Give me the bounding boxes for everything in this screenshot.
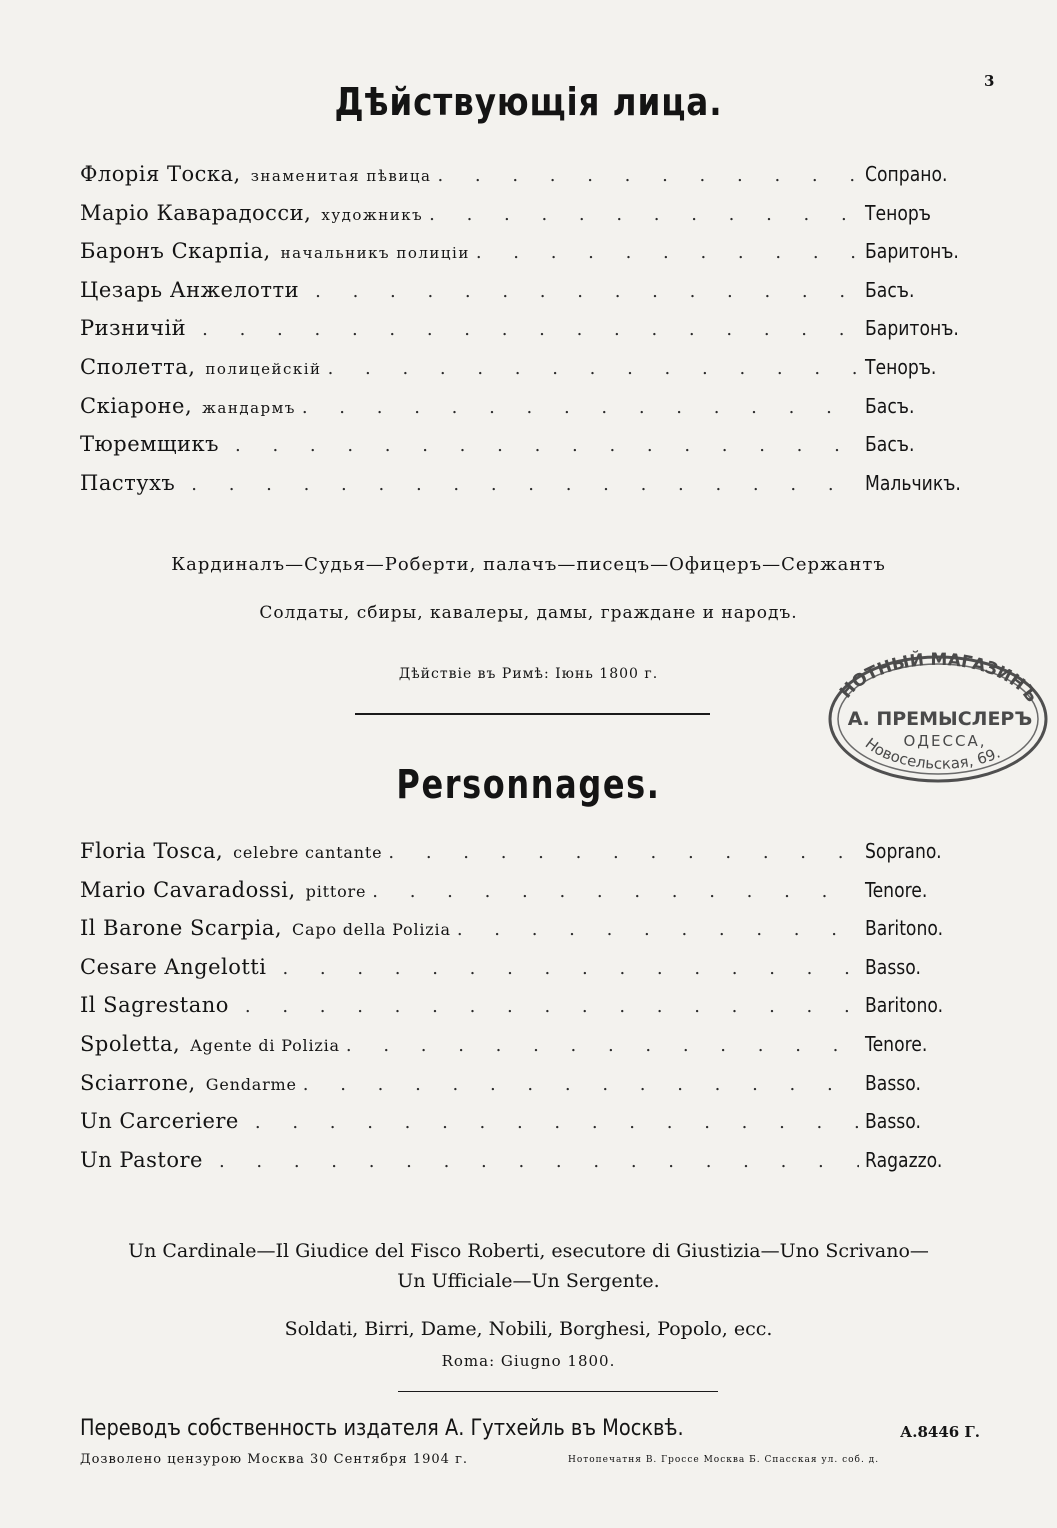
character-name: Mario Cavaradossi, — [80, 877, 296, 902]
italian-supernumeraries-line-2: Un Ufficiale—Un Sergente. — [397, 1270, 660, 1292]
character-name: Sciarrone, — [80, 1070, 196, 1095]
character-name: Ризничій — [80, 316, 187, 341]
character-description: полицейскій — [205, 359, 322, 378]
russian-supernumeraries: Кардиналъ—Судья—Роберти, палачъ—писецъ—Офицеръ—Сержантъ — [171, 554, 886, 575]
cast-row — [80, 1071, 980, 1110]
russian-setting: Дѣйствіе въ Римѣ: Іюнь 1800 г. — [398, 666, 659, 682]
character-name: Скіароне, — [80, 393, 193, 418]
footer-divider — [398, 1391, 718, 1392]
character-description: начальникъ полиціи — [280, 244, 470, 263]
character-name: Il Barone Scarpia, — [80, 916, 283, 941]
voice-type: Baritono. — [865, 916, 944, 941]
voice-type: Tenore. — [865, 1031, 928, 1056]
character-name: Il Sagrestano — [80, 993, 229, 1018]
character-description: жандармъ — [202, 398, 296, 417]
leader-dots — [437, 165, 859, 186]
character-description: Gendarme — [205, 1074, 297, 1094]
voice-type: Basso. — [865, 1070, 921, 1095]
leader-dots — [282, 958, 859, 979]
russian-chorus: Солдаты, сбиры, кавалеры, дамы, граждане и народъ. — [259, 603, 798, 623]
voice-type: Basso. — [865, 1109, 921, 1134]
leader-dots — [255, 1112, 859, 1133]
leader-dots — [328, 358, 859, 379]
cast-row — [80, 839, 980, 878]
character-description: знаменитая пѣвица — [250, 167, 432, 185]
cast-row — [80, 432, 980, 471]
cast-row — [80, 471, 980, 510]
leader-dots — [235, 435, 859, 456]
cast-row — [80, 394, 980, 433]
character-name: Маріо Каварадосси, — [80, 200, 312, 225]
stamp-line-3: ОДЕССА, — [903, 732, 987, 750]
character-name: Цезарь Анжелотти — [80, 277, 300, 302]
cast-row — [80, 1032, 980, 1071]
leader-dots — [191, 474, 859, 495]
svg-text:НОТНЫЙ МАГАЗИНЪ — [836, 648, 1041, 706]
voice-type: Баритонъ. — [865, 316, 959, 341]
character-name: Тюремщикъ — [80, 432, 220, 457]
cast-row — [80, 993, 980, 1032]
copyright-notice: Переводъ собственность издателя А. Гутхейль въ Москвѣ. — [80, 1416, 684, 1441]
character-name: Cesare Angelotti — [80, 954, 267, 979]
cast-row — [80, 1109, 980, 1148]
leader-dots — [315, 281, 859, 302]
voice-type: Басъ. — [865, 393, 915, 418]
leader-dots — [302, 397, 859, 418]
stamp-line-4: Новосельская, 69. — [861, 734, 1003, 773]
character-name: Un Pastore — [80, 1147, 203, 1172]
voice-type: Ragazzo. — [865, 1147, 943, 1172]
italian-setting: Roma: Giugno 1800. — [441, 1352, 616, 1370]
leader-dots — [457, 919, 859, 940]
character-description: Capo della Polizia — [292, 920, 451, 940]
cast-row — [80, 355, 980, 394]
stamp-line-1: НОТНЫЙ МАГАЗИНЪ — [836, 649, 1042, 707]
cast-row — [80, 1148, 980, 1187]
leader-dots — [245, 996, 859, 1017]
russian-cast-list — [80, 162, 980, 509]
character-name: Floria Tosca, — [80, 839, 224, 863]
leader-dots — [346, 1035, 859, 1056]
russian-heading: Дѣйствующія лица. — [334, 80, 723, 124]
section-divider — [355, 713, 710, 715]
voice-type: Басъ. — [865, 432, 915, 457]
italian-supernumeraries-line-1: Un Cardinale—Il Giudice del Fisco Roberti, esecutore di Giustizia—Uno Scrivano— — [128, 1240, 929, 1262]
voice-type: Теноръ. — [865, 354, 937, 379]
character-description: художникъ — [321, 205, 424, 224]
voice-type: Басъ. — [865, 277, 915, 302]
voice-type: Сопрано. — [865, 162, 948, 186]
printer-imprint: Нотопечатня В. Гроссе Москва Б. Спасская ул. соб. д. — [568, 1455, 880, 1465]
voice-type: Баритонъ. — [865, 239, 959, 264]
character-name: Сполетта, — [80, 354, 196, 379]
cast-row — [80, 162, 980, 201]
italian-cast-list — [80, 839, 980, 1186]
page-number: 3 — [984, 72, 995, 90]
cast-row — [80, 201, 980, 240]
voice-type: Baritono. — [865, 993, 944, 1018]
voice-type: Tenore. — [865, 877, 928, 902]
cast-row — [80, 955, 980, 994]
character-name: Баронъ Скарпіа, — [80, 239, 271, 264]
cast-row — [80, 316, 980, 355]
character-description: celebre cantante — [233, 843, 383, 862]
leader-dots — [388, 842, 859, 863]
leader-dots — [372, 881, 859, 902]
cast-row — [80, 878, 980, 917]
cast-row — [80, 278, 980, 317]
voice-type: Мальчикъ. — [865, 470, 961, 495]
censorship-notice: Дозволено цензурою Москва 30 Сентября 1904 г. — [80, 1452, 469, 1467]
character-name: Un Carceriere — [80, 1109, 239, 1134]
character-description: pittore — [305, 881, 367, 901]
voice-type: Soprano. — [865, 839, 942, 863]
character-description: Agente di Polizia — [190, 1035, 340, 1055]
voice-type: Теноръ — [865, 200, 931, 225]
stamp-line-2: А. ПРЕМЫСЛЕРЪ — [847, 708, 1033, 730]
catalog-number: А.8446 Г. — [900, 1423, 980, 1441]
character-name: Spoletta, — [80, 1031, 181, 1056]
italian-chorus: Soldati, Birri, Dame, Nobili, Borghesi, Popolo, ecc. — [284, 1318, 773, 1340]
leader-dots — [476, 242, 859, 263]
character-name: Пастухъ — [80, 470, 176, 495]
leader-dots — [429, 204, 859, 225]
leader-dots — [219, 1151, 859, 1172]
cast-row — [80, 916, 980, 955]
italian-heading: Personnages. — [396, 762, 661, 808]
voice-type: Basso. — [865, 954, 921, 979]
character-name: Флорія Тоска, — [80, 162, 241, 186]
leader-dots — [202, 319, 859, 340]
cast-row — [80, 239, 980, 278]
leader-dots — [303, 1074, 859, 1095]
